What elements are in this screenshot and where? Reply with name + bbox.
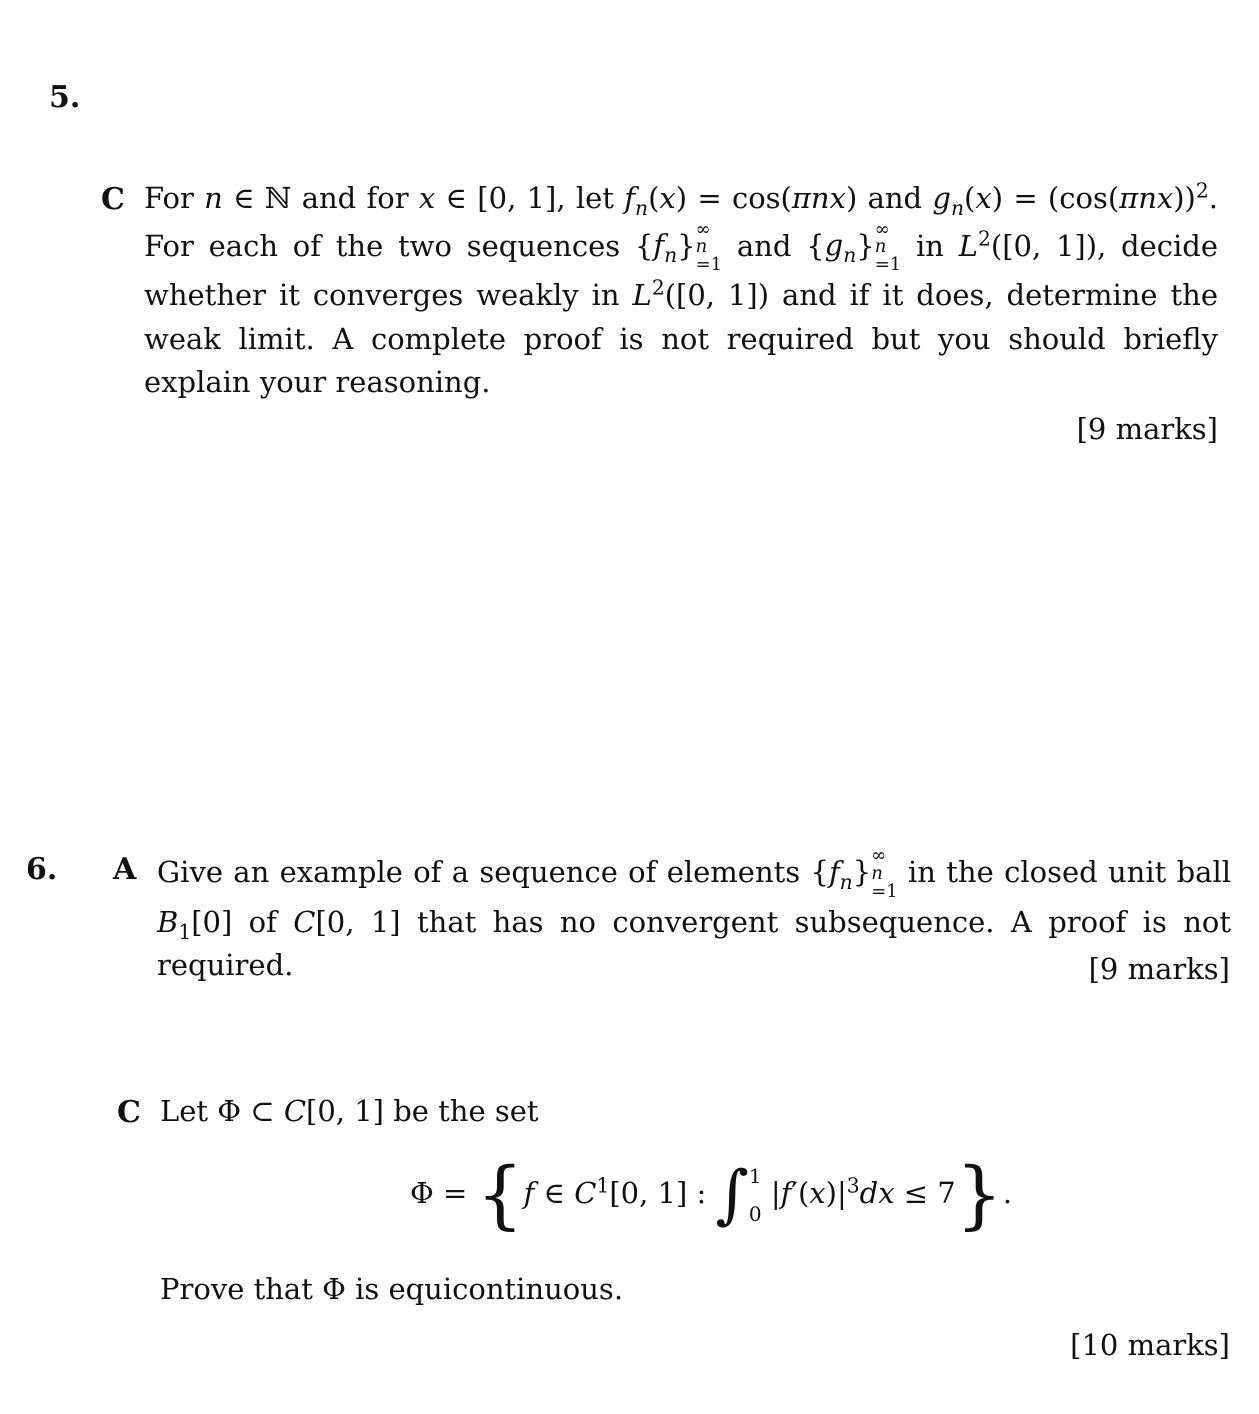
q6-part-a-letter: A [113, 852, 137, 887]
q6-part-c-task: Prove that Φ is equicontinuous. [160, 1272, 624, 1306]
question-6-number: 6. [26, 852, 58, 887]
q5-part-c-letter: C [101, 182, 125, 217]
q5-part-c-text: For n ∈ ℕ and for x ∈ [0, 1], let $f_n(x) = \cos(\pi nx)$ and $g_n(x) = (\cos(\pi nx))^2$. For each of the two sequences $\{f_n\}$ ∞ n =1 and $\{g_n\}$ ∞ n =1 in $L^2([0$, 1]), decide whether it converges weakly in $L^2([0$, 1]) and if it does, determine the weak limit. A complete proof is not required but you should briefly explain your reasoning. [144, 178, 1219, 400]
q6-phi-definition: Φ = {f ∈ $C^1[0$, 1] : ∫ 1 0 $|f'(x)|^3dx \le 7$}. [410, 1152, 1013, 1238]
q5-part-c-marks: [9 marks] [1076, 412, 1218, 446]
q6-part-a-marks: [9 marks] [1088, 952, 1230, 986]
q6-part-c-intro: Let Φ ⊂ C[0, 1] be the set [160, 1094, 539, 1128]
right-brace-glyph: } [955, 1152, 1003, 1238]
q6-part-a-text: Give an example of a sequence of elements $\{f_n\}$ ∞ n =1 in the closed unit ball $B_1[0]$ of C[0, 1] that has no convergent subsequence. A proof is not required. [157, 845, 1231, 983]
question-5-number: 5. [49, 80, 81, 115]
q6-part-c-marks: [10 marks] [1070, 1328, 1230, 1362]
integral-sign-glyph: ∫ [715, 1158, 749, 1232]
q6-part-c-letter: C [117, 1095, 141, 1130]
left-brace-glyph: { [476, 1152, 524, 1238]
